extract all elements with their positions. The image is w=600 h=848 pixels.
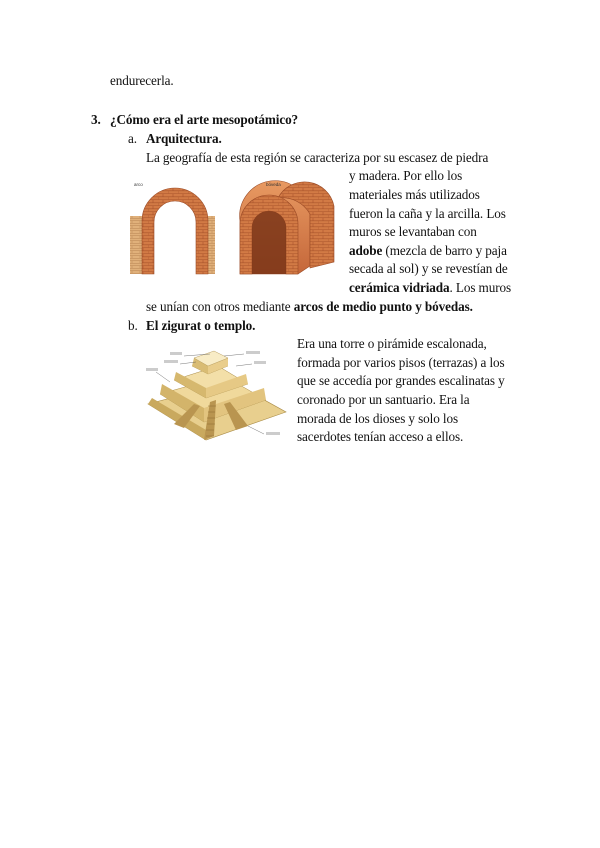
subsection-a-heading: Arquitectura.	[146, 131, 222, 146]
subsection-b-heading: El zigurat o templo.	[146, 318, 256, 333]
architecture-text-line: La geografía de esta región se caracteriza por su escasez de piedra	[146, 150, 489, 165]
continuation-text: endurecerla.	[110, 73, 174, 88]
arch-vault-svg	[128, 176, 338, 278]
section-number: 3.	[91, 112, 101, 127]
architecture-text-line: cerámica vidriada. Los muros	[349, 280, 512, 295]
vault-label: bóveda	[266, 182, 281, 187]
architecture-text-line: muros se levantaban con	[349, 224, 477, 239]
ziggurat-svg	[144, 342, 290, 446]
ceramica-term: cerámica vidriada	[349, 280, 450, 295]
architecture-text-line: materiales más utilizados	[349, 187, 480, 202]
ziggurat-illustration	[144, 342, 290, 446]
arch-label: arco	[134, 182, 143, 187]
subsection-a-marker: a.	[128, 131, 137, 146]
architecture-text-line: y madera. Por ello los	[349, 168, 463, 183]
arch-vault-illustration	[128, 176, 338, 278]
architecture-text-line: se unían con otros mediante arcos de medio punto y bóvedas.	[146, 299, 473, 314]
zigurat-text-line: que se accedía por grandes escalinatas y	[297, 373, 505, 388]
subsection-b-marker: b.	[128, 318, 138, 333]
architecture-text-line: adobe (mezcla de barro y paja	[349, 243, 507, 258]
architecture-text-line: secada al sol) y se revestían de	[349, 261, 508, 276]
section-title: ¿Cómo era el arte mesopotámico?	[110, 112, 299, 127]
zigurat-text-line: morada de los dioses y solo los	[297, 411, 458, 426]
zigurat-text-line: sacerdotes tenían acceso a ellos.	[297, 429, 464, 444]
zigurat-text-line: formada por varios pisos (terrazas) a los	[297, 355, 505, 370]
zigurat-text-line: coronado por un santuario. Era la	[297, 392, 470, 407]
zigurat-text-line: Era una torre o pirámide escalonada,	[297, 336, 487, 351]
architecture-text-line: fueron la caña y la arcilla. Los	[349, 206, 506, 221]
arcos-term: arcos de medio punto y bóvedas.	[293, 299, 473, 314]
adobe-term: adobe	[349, 243, 383, 258]
